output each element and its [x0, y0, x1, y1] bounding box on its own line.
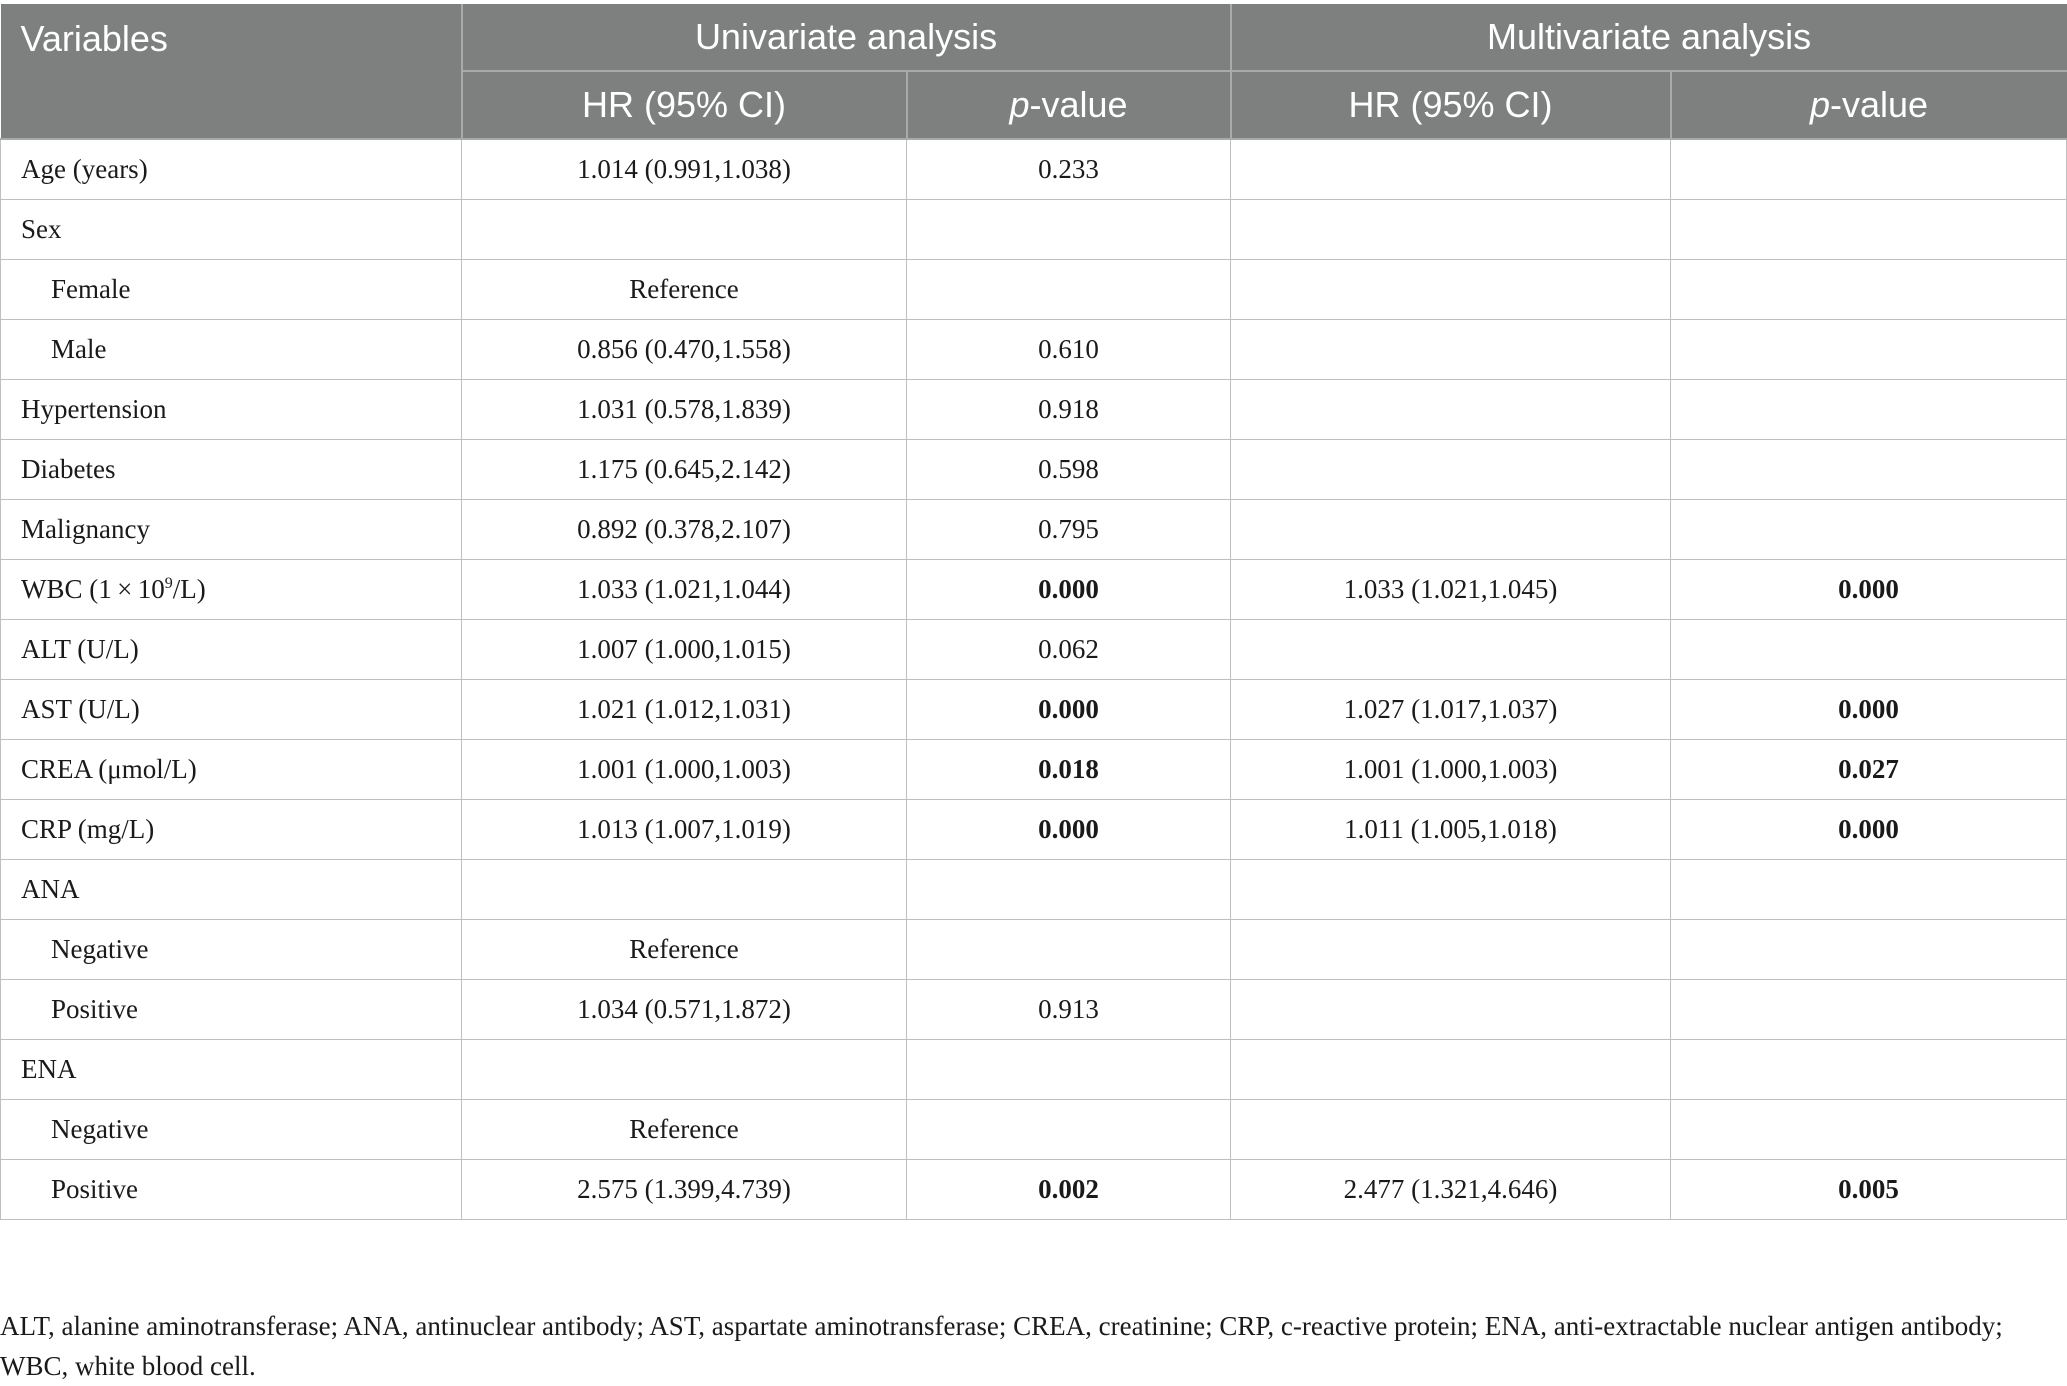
univariate-p-cell — [907, 200, 1231, 260]
univariate-hr-cell: 1.001 (1.000,1.003) — [462, 740, 907, 800]
header-multivariate: Multivariate analysis — [1231, 4, 2067, 71]
univariate-hr-cell: 1.033 (1.021,1.044) — [462, 560, 907, 620]
univariate-p-cell: 0.002 — [907, 1160, 1231, 1220]
univariate-p-cell: 0.018 — [907, 740, 1231, 800]
univariate-p-cell: 0.610 — [907, 320, 1231, 380]
row-label: Diabetes — [1, 440, 462, 500]
univariate-p-cell: 0.918 — [907, 380, 1231, 440]
table-row — [1, 260, 2067, 320]
header-variables: Variables — [1, 4, 462, 139]
table-header — [1, 4, 2067, 139]
row-label: ENA — [1, 1040, 462, 1100]
table-row — [1, 1040, 2067, 1100]
multivariate-hr-cell — [1231, 1040, 1671, 1100]
table-row — [1, 860, 2067, 920]
univariate-p-cell: 0.062 — [907, 620, 1231, 680]
header-multivariate-hr: HR (95% CI) — [1231, 71, 1671, 139]
row-label: Negative — [1, 920, 462, 980]
univariate-hr-cell: 1.014 (0.991,1.038) — [462, 139, 907, 200]
univariate-hr-cell — [462, 860, 907, 920]
row-label: Female — [1, 260, 462, 320]
header-univariate: Univariate analysis — [462, 4, 1231, 71]
header-univariate-hr: HR (95% CI) — [462, 71, 907, 139]
univariate-hr-cell — [462, 1040, 907, 1100]
multivariate-hr-cell — [1231, 980, 1671, 1040]
table-row — [1, 680, 2067, 740]
wbc-label-unit: /L) — [172, 574, 206, 604]
row-label: Sex — [1, 200, 462, 260]
multivariate-hr-cell — [1231, 860, 1671, 920]
multivariate-p-cell — [1671, 320, 2067, 380]
univariate-p-cell — [907, 260, 1231, 320]
table-row — [1, 1100, 2067, 1160]
univariate-hr-cell: 0.892 (0.378,2.107) — [462, 500, 907, 560]
multivariate-p-cell — [1671, 260, 2067, 320]
univariate-p-cell: 0.000 — [907, 800, 1231, 860]
multivariate-p-cell — [1671, 440, 2067, 500]
multivariate-p-cell — [1671, 980, 2067, 1040]
row-label: Positive — [1, 1160, 462, 1220]
multivariate-hr-cell: 1.011 (1.005,1.018) — [1231, 800, 1671, 860]
wbc-label-exponent: 9 — [164, 575, 173, 592]
table-row — [1, 920, 2067, 980]
header-univariate-p — [907, 71, 1231, 139]
multivariate-hr-cell — [1231, 920, 1671, 980]
univariate-p-cell — [907, 1040, 1231, 1100]
multivariate-hr-cell — [1231, 620, 1671, 680]
multivariate-hr-cell — [1231, 320, 1671, 380]
univariate-hr-cell: 1.021 (1.012,1.031) — [462, 680, 907, 740]
row-label: CRP (mg/L) — [1, 800, 462, 860]
univariate-hr-cell — [462, 200, 907, 260]
univariate-p-cell: 0.233 — [907, 139, 1231, 200]
multivariate-hr-cell — [1231, 500, 1671, 560]
table-row — [1, 980, 2067, 1040]
multivariate-hr-cell — [1231, 260, 1671, 320]
row-label: Malignancy — [1, 500, 462, 560]
row-label: Hypertension — [1, 380, 462, 440]
table-row — [1, 200, 2067, 260]
row-label: Positive — [1, 980, 462, 1040]
multivariate-hr-cell — [1231, 139, 1671, 200]
multivariate-p-cell — [1671, 200, 2067, 260]
univariate-hr-cell: 1.034 (0.571,1.872) — [462, 980, 907, 1040]
multivariate-hr-cell — [1231, 440, 1671, 500]
results-table-container — [0, 4, 2067, 1220]
table-row — [1, 800, 2067, 860]
row-label — [1, 560, 462, 620]
multivariate-p-cell: 0.000 — [1671, 680, 2067, 740]
row-label: ALT (U/L) — [1, 620, 462, 680]
row-label: CREA (μmol/L) — [1, 740, 462, 800]
univariate-p-cell: 0.598 — [907, 440, 1231, 500]
multivariate-p-cell: 0.000 — [1671, 560, 2067, 620]
univariate-hr-cell: 1.031 (0.578,1.839) — [462, 380, 907, 440]
multivariate-p-cell — [1671, 1040, 2067, 1100]
table-row — [1, 320, 2067, 380]
multivariate-hr-cell — [1231, 380, 1671, 440]
multivariate-p-cell — [1671, 1100, 2067, 1160]
multivariate-p-cell: 0.000 — [1671, 800, 2067, 860]
wbc-label-base: WBC (1 × 10 — [21, 574, 165, 604]
univariate-hr-cell: Reference — [462, 260, 907, 320]
table-row — [1, 440, 2067, 500]
table-row — [1, 139, 2067, 200]
univariate-p-cell: 0.000 — [907, 680, 1231, 740]
univariate-hr-cell: 2.575 (1.399,4.739) — [462, 1160, 907, 1220]
multivariate-p-cell — [1671, 500, 2067, 560]
univariate-hr-cell: Reference — [462, 920, 907, 980]
univariate-p-cell — [907, 860, 1231, 920]
hazard-ratio-table — [0, 4, 2067, 1220]
table-body — [1, 139, 2067, 1220]
univariate-hr-cell: Reference — [462, 1100, 907, 1160]
multivariate-p-cell: 0.027 — [1671, 740, 2067, 800]
multivariate-hr-cell — [1231, 200, 1671, 260]
p-letter: p — [1809, 84, 1830, 125]
multivariate-p-cell: 0.005 — [1671, 1160, 2067, 1220]
univariate-hr-cell: 1.007 (1.000,1.015) — [462, 620, 907, 680]
univariate-p-cell: 0.000 — [907, 560, 1231, 620]
multivariate-p-cell — [1671, 380, 2067, 440]
univariate-p-cell: 0.913 — [907, 980, 1231, 1040]
row-label: AST (U/L) — [1, 680, 462, 740]
p-suffix: -value — [1029, 84, 1128, 125]
multivariate-p-cell — [1671, 860, 2067, 920]
table-row — [1, 1160, 2067, 1220]
row-label: Age (years) — [1, 139, 462, 200]
multivariate-hr-cell: 2.477 (1.321,4.646) — [1231, 1160, 1671, 1220]
univariate-p-cell — [907, 1100, 1231, 1160]
table-row — [1, 500, 2067, 560]
table-footnote: ALT, alanine aminotransferase; ANA, antinuclear antibody; AST, aspartate aminotransferase; CREA, creatinine; CRP, c-reactive protein; ENA, anti-extractable nuclear antigen antibody; WBC, white blood cell. — [0, 1311, 2003, 1381]
p-letter: p — [1009, 84, 1030, 125]
univariate-hr-cell: 1.013 (1.007,1.019) — [462, 800, 907, 860]
univariate-p-cell — [907, 920, 1231, 980]
univariate-p-cell: 0.795 — [907, 500, 1231, 560]
p-suffix: -value — [1830, 84, 1929, 125]
multivariate-p-cell — [1671, 139, 2067, 200]
table-row — [1, 740, 2067, 800]
multivariate-p-cell — [1671, 920, 2067, 980]
multivariate-hr-cell: 1.001 (1.000,1.003) — [1231, 740, 1671, 800]
row-label: Male — [1, 320, 462, 380]
row-label: Negative — [1, 1100, 462, 1160]
multivariate-p-cell — [1671, 620, 2067, 680]
row-label: ANA — [1, 860, 462, 920]
table-row — [1, 560, 2067, 620]
header-multivariate-p — [1671, 71, 2067, 139]
multivariate-hr-cell: 1.033 (1.021,1.045) — [1231, 560, 1671, 620]
univariate-hr-cell: 0.856 (0.470,1.558) — [462, 320, 907, 380]
table-row — [1, 620, 2067, 680]
table-row — [1, 380, 2067, 440]
multivariate-hr-cell: 1.027 (1.017,1.037) — [1231, 680, 1671, 740]
univariate-hr-cell: 1.175 (0.645,2.142) — [462, 440, 907, 500]
multivariate-hr-cell — [1231, 1100, 1671, 1160]
